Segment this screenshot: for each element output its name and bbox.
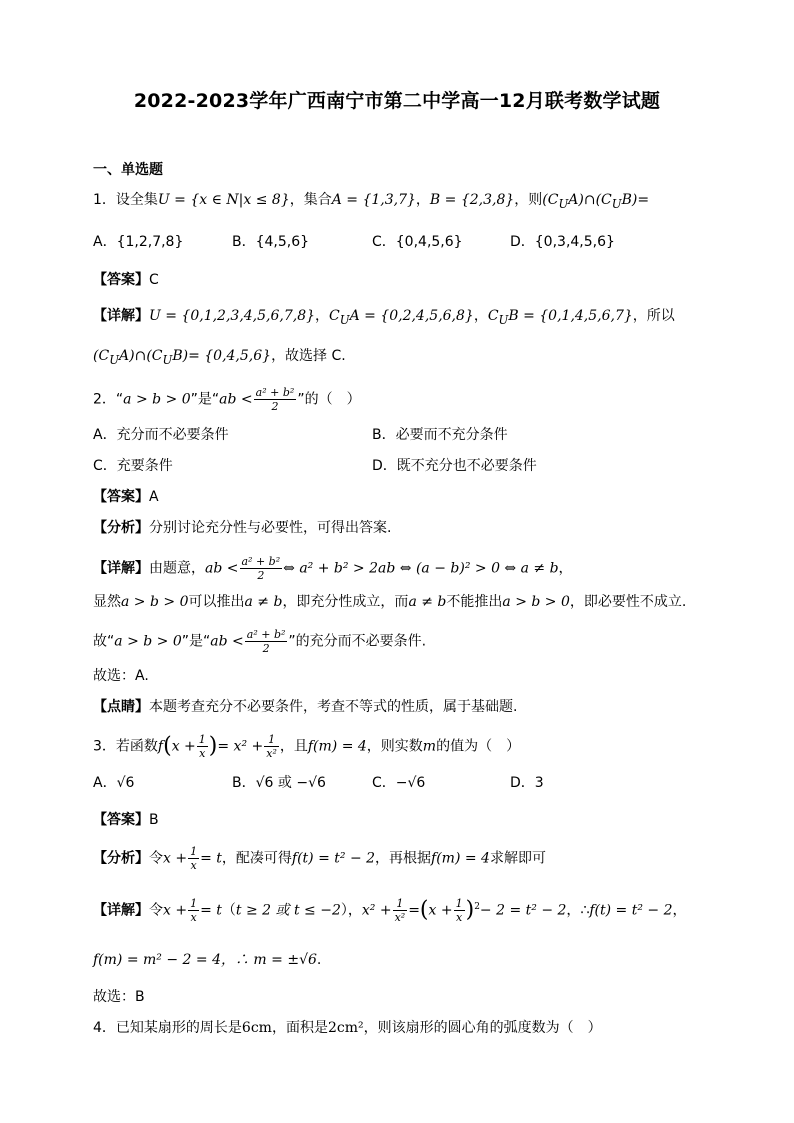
- q3-fraction: [393, 897, 408, 924]
- q3-detail-expr: x² +: [361, 902, 392, 919]
- q2-detail-expr: a ≠ b: [244, 594, 283, 610]
- fraction-numerator: 1: [393, 897, 408, 911]
- q3-analysis-text: 求解即可: [489, 850, 546, 867]
- q2-detail-expr: a > b > 0: [502, 594, 570, 610]
- page-title: 2022-2023学年广西南宁市第二中学高一12月联考数学试题: [133, 90, 661, 112]
- q4-stem: [93, 1018, 602, 1038]
- q3-detail-text: 令: [149, 902, 163, 919]
- q3-answer-value: B: [149, 812, 159, 828]
- q4-stem-text: ，则该扇形的圆心角的弧度数为（ ）: [363, 1020, 602, 1036]
- q2-detail-fraction: [245, 628, 288, 655]
- q3-detail-expr: f(m) = m² − 2 = 4: [93, 952, 221, 968]
- paren-close: ): [465, 897, 475, 923]
- q2-option-a: A．充分而不必要条件: [93, 427, 229, 443]
- q1-option-d: D．{0,3,4,5,6}: [510, 234, 615, 250]
- q1-detail-text: ，故选择 C.: [271, 348, 346, 364]
- fraction-denominator: 2: [262, 642, 270, 655]
- q3-stem-text: 的值为（ ）: [436, 738, 521, 755]
- q3-arg: x +: [171, 738, 196, 755]
- q3-analysis-expr: = t: [200, 850, 222, 867]
- fraction-denominator: x: [199, 747, 206, 760]
- q3-option-c: C．−√6: [372, 775, 426, 791]
- q2-answer-value: A: [149, 489, 159, 505]
- fraction-numerator: 1: [190, 845, 198, 858]
- q1-stem-text: ，则: [514, 192, 543, 208]
- q1-detail-expr: $C_UB = \{0,1,4,5,6,7\}$: [487, 308, 633, 327]
- fraction-numerator: a² + b²: [246, 628, 286, 641]
- q3-detail-expr: t ≥ 2 或 t ≤ −2: [235, 902, 341, 919]
- fraction-numerator: 1: [198, 733, 206, 746]
- q3-detail-expr: =: [408, 902, 420, 919]
- q2-stem-text: 2．“: [93, 391, 124, 408]
- fraction-numerator: a² + b²: [241, 555, 281, 568]
- q1-option-b: B．{4,5,6}: [232, 234, 310, 250]
- q2-detail-text: 显然: [93, 594, 121, 610]
- q1-set-B: B = {2,3,8}: [429, 192, 515, 208]
- q3-detail-text: （: [221, 902, 236, 919]
- q3-stem-text: ，则实数: [366, 738, 423, 755]
- q3-detail-expr: = t: [200, 902, 222, 919]
- q3-detail-line-2: [93, 950, 321, 970]
- q3-option-d: D．3: [510, 775, 544, 791]
- fraction-denominator: x: [455, 911, 463, 925]
- q2-detail-text: ”是“: [181, 633, 211, 650]
- paren-close: ): [208, 733, 218, 759]
- q1-answer-value: C: [149, 272, 159, 288]
- q2-detail-expr: ab <: [210, 633, 244, 650]
- q3-expr: = x² +: [217, 738, 264, 755]
- q3-fraction: [197, 733, 208, 760]
- q3-detail-text: .: [316, 952, 322, 968]
- analysis-tag: 【分析】: [93, 520, 149, 536]
- q1-detail-cua: A = {0,2,4,5,6,8}: [349, 308, 474, 324]
- fraction-denominator: x: [190, 911, 197, 925]
- q4-stem-text: ，面积是: [271, 1020, 328, 1036]
- fraction-numerator: a² + b²: [255, 386, 295, 399]
- q3-variable: m: [422, 738, 437, 755]
- q3-analysis-expr: x +: [163, 850, 188, 867]
- q1-detail-expr: $C_UA = \{0,2,4,5,6,8\}$: [329, 308, 474, 327]
- q2-comment-text: 本题考查充分不必要条件，考查不等式的性质，属于基础题.: [149, 699, 518, 715]
- q3-detail-line-1: [93, 897, 686, 924]
- q1-set-A: A = {1,3,7}: [331, 192, 416, 208]
- q2-condition: a > b > 0: [123, 391, 191, 408]
- fraction-denominator: 2: [271, 400, 279, 413]
- q1-set-U: U = {x ∈ N|x ≤ 8}: [157, 192, 290, 208]
- q2-analysis-text: 分别讨论充分性与必要性，可得出答案.: [149, 520, 392, 536]
- q1-detail-line-1: [93, 306, 675, 330]
- q2-detail-expr: a ≠ b: [408, 594, 447, 610]
- q3-detail-expr: x +: [428, 902, 453, 919]
- q3-answer: [93, 810, 159, 830]
- q1-detail-text: ，: [315, 308, 330, 324]
- q1-detail-result: = {0,4,5,6}: [188, 348, 272, 364]
- detail-tag: 【详解】: [93, 560, 149, 577]
- q2-detail-expr: a > b > 0: [121, 594, 189, 610]
- q3-option-b: B．√6 或 −√6: [232, 775, 326, 791]
- fraction-numerator: 1: [264, 733, 279, 747]
- q1-detail-text: ，所以: [632, 308, 675, 324]
- q2-detail-line-2: [93, 592, 686, 612]
- q3-detail-text: ，: [672, 902, 687, 919]
- answer-tag: 【答案】: [93, 489, 149, 505]
- q2-detail-text: 故“: [93, 633, 115, 650]
- q1-detail-text: ，: [473, 308, 488, 324]
- q1-detail-line-2: [93, 346, 346, 370]
- q3-analysis-text: ，配凑可得: [221, 850, 292, 867]
- q2-detail-text: 由题意，: [149, 560, 205, 577]
- q2-choose: 故选：A.: [93, 668, 149, 684]
- q3-detail-expr: ，∴ m = ±√6: [220, 952, 317, 968]
- q2-fraction: [254, 386, 297, 413]
- paren-open: (: [419, 897, 429, 923]
- q2-detail-fraction: [240, 555, 283, 582]
- q3-analysis-text: ，再根据: [375, 850, 432, 867]
- q1-expression: $(C_UA)\cap(C_UB)=$: [542, 192, 650, 211]
- q3-stem: [93, 733, 520, 760]
- q1-stem-text: ，: [415, 192, 430, 208]
- q3-fraction: [188, 897, 199, 924]
- q4-stem-text: 4．已知某扇形的周长是: [93, 1020, 242, 1036]
- q2-detail-text: 可以推出: [188, 594, 245, 610]
- fraction-numerator: 1: [190, 897, 198, 911]
- q1-option-c: C．{0,4,5,6}: [372, 234, 463, 250]
- q3-expr: f(m) = 4: [307, 738, 367, 755]
- q1-stem: [93, 190, 649, 214]
- q3-detail-expr: − 2 = t² − 2: [479, 902, 567, 919]
- q1-detail-expr: U = {0,1,2,3,4,5,6,7,8}: [149, 308, 316, 324]
- q1-option-a: A．{1,2,7,8}: [93, 234, 184, 250]
- q2-answer: [93, 487, 159, 507]
- q3-fraction: [188, 845, 199, 872]
- q3-detail-text: ），: [340, 902, 362, 919]
- q2-option-c: C．充要条件: [93, 458, 173, 474]
- q2-stem-text: ”是“: [190, 391, 220, 408]
- q3-detail-expr: x +: [163, 902, 188, 919]
- q1-detail-expr: $(C_UA)\cap(C_UB)$: [93, 348, 189, 367]
- q2-detail-line-1: [93, 555, 573, 582]
- q2-detail-text: ，: [558, 560, 573, 577]
- q1-expr-open: (C: [542, 192, 559, 208]
- q3-stem-text: ，且: [279, 738, 308, 755]
- q3-fraction: [454, 897, 465, 924]
- answer-tag: 【答案】: [93, 272, 149, 288]
- q2-stem: [93, 386, 361, 413]
- q2-detail-expr: ab <: [205, 560, 239, 577]
- comment-tag: 【点睛】: [93, 699, 149, 715]
- q3-function: f: [157, 738, 164, 755]
- q2-detail-text: 不能推出: [446, 594, 503, 610]
- q2-stem-text: ”的（ ）: [297, 391, 361, 408]
- q3-detail-expr: f(t) = t² − 2: [589, 902, 673, 919]
- q2-option-b: B．必要而不充分条件: [372, 427, 508, 443]
- answer-tag: 【答案】: [93, 812, 149, 828]
- analysis-tag: 【分析】: [93, 850, 149, 867]
- q2-option-d: D．既不充分也不必要条件: [372, 458, 537, 474]
- q3-analysis-expr: f(m) = 4: [431, 850, 490, 867]
- fraction-denominator: x: [190, 859, 197, 872]
- q2-comment: [93, 697, 517, 717]
- q3-fraction: [264, 733, 279, 760]
- q3-choose: 故选：B: [93, 989, 145, 1005]
- q1-stem-text: ，集合: [289, 192, 332, 208]
- q1-answer: [93, 270, 159, 290]
- q3-analysis-expr: f(t) = t² − 2: [291, 850, 376, 867]
- detail-tag: 【详解】: [93, 902, 149, 919]
- fraction-numerator: 1: [455, 897, 463, 911]
- q3-option-a: A．√6: [93, 775, 135, 791]
- q2-analysis: [93, 518, 391, 538]
- square-exponent: 2: [474, 902, 480, 912]
- fraction-denominator: 2: [257, 569, 265, 582]
- q3-analysis-text: 令: [149, 850, 163, 867]
- q4-perimeter: 6cm: [241, 1020, 272, 1036]
- q2-inequality: ab <: [219, 391, 253, 408]
- fraction-denominator: x²: [394, 911, 406, 925]
- q2-detail-text: ”的充分而不必要条件.: [288, 633, 427, 650]
- detail-tag: 【详解】: [93, 308, 149, 324]
- q1-detail-cub: B = {0,1,4,5,6,7}: [508, 308, 633, 324]
- section-heading: 一、单选题: [93, 162, 163, 178]
- q2-detail-expr: ⇔ a² + b² > 2ab ⇔ (a − b)² > 0 ⇔ a ≠ b: [283, 560, 559, 577]
- q2-detail-expr: a > b > 0: [114, 633, 182, 650]
- q4-area: 2cm²: [327, 1020, 364, 1036]
- q2-detail-text: ，即必要性不成立.: [569, 594, 687, 610]
- q1-stem-text: 1．设全集: [93, 192, 158, 208]
- q3-stem-text: 3．若函数: [93, 738, 158, 755]
- q2-detail-text: ，即充分性成立，而: [282, 594, 409, 610]
- q2-detail-line-3: [93, 628, 426, 655]
- paren-open: (: [163, 733, 172, 759]
- fraction-denominator: x²: [266, 747, 277, 760]
- q3-detail-text: ，∴: [566, 902, 590, 919]
- q3-analysis: [93, 845, 546, 872]
